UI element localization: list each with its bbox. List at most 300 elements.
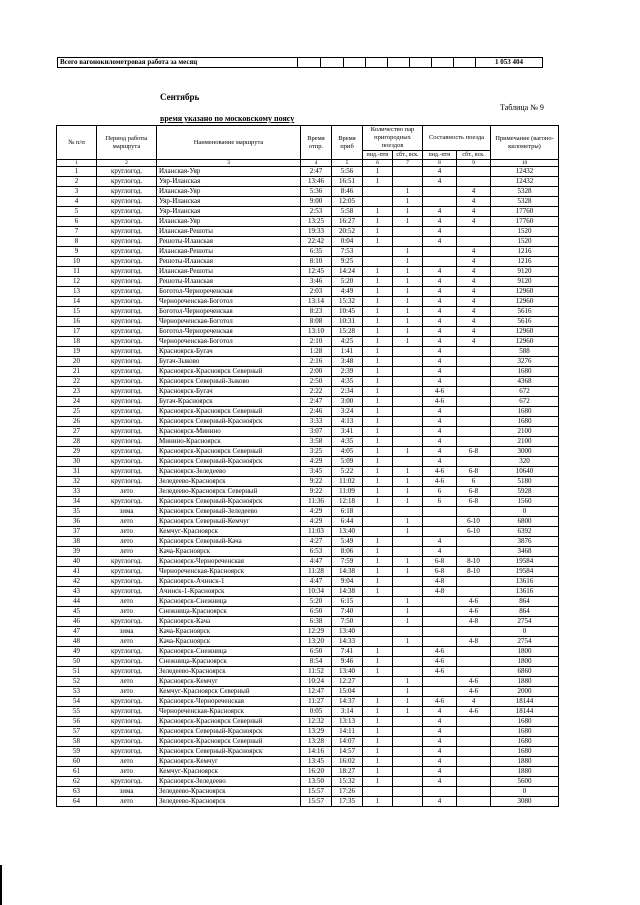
pairs-weekday: 1 <box>363 387 393 397</box>
arrival-time: 15:28 <box>332 327 363 337</box>
route-name: Кемчуг-Красноярск <box>157 527 301 537</box>
car-km-note: 2100 <box>491 427 559 437</box>
monthly-summary-table <box>57 57 543 68</box>
route-name: Красноярск-Бугач <box>157 387 301 397</box>
table-row <box>57 217 559 227</box>
composition-weekday: 4 <box>423 167 457 177</box>
composition-weekend <box>457 777 491 787</box>
route-period: лето <box>97 487 157 497</box>
departure-time: 11:03 <box>301 527 332 537</box>
table-row <box>57 607 559 617</box>
table-row <box>57 307 559 317</box>
car-km-note: 1880 <box>491 677 559 687</box>
arrival-time: 5:20 <box>332 277 363 287</box>
table-row <box>57 637 559 647</box>
composition-weekend <box>457 347 491 357</box>
pairs-weekday: 1 <box>363 227 393 237</box>
pairs-weekend <box>393 757 423 767</box>
route-period: круглогод. <box>97 177 157 187</box>
route-name: Снежница-Красноярск <box>157 657 301 667</box>
route-name: Красноярск Северный-Красноярск <box>157 417 301 427</box>
car-km-note: 3000 <box>491 447 559 457</box>
arrival-time: 10:31 <box>332 317 363 327</box>
route-name: Бугач-Зыково <box>157 357 301 367</box>
row-number: 44 <box>57 597 97 607</box>
row-number: 31 <box>57 467 97 477</box>
arrival-time: 14:11 <box>332 727 363 737</box>
composition-weekend: 4 <box>457 217 491 227</box>
car-km-note: 17760 <box>491 217 559 227</box>
composition-weekend <box>457 227 491 237</box>
table-row <box>57 407 559 417</box>
pairs-weekday: 1 <box>363 477 393 487</box>
row-number: 8 <box>57 237 97 247</box>
car-km-note: 18144 <box>491 707 559 717</box>
composition-weekend: 6-8 <box>457 447 491 457</box>
pairs-weekday: 1 <box>363 577 393 587</box>
arrival-time: 6:15 <box>332 597 363 607</box>
table-row <box>57 587 559 597</box>
table-row <box>57 717 559 727</box>
header-comp-weekday: пнд.-птн <box>423 151 457 160</box>
header-trains-weekend: сбт., вск. <box>393 151 423 160</box>
pairs-weekday <box>363 527 393 537</box>
pairs-weekend <box>393 417 423 427</box>
composition-weekend: 4-8 <box>457 637 491 647</box>
route-name: Минино-Красноярск <box>157 437 301 447</box>
route-period: круглогод. <box>97 777 157 787</box>
arrival-time: 7:50 <box>332 617 363 627</box>
route-name: Кача-Красноярск <box>157 637 301 647</box>
table-row <box>57 417 559 427</box>
composition-weekday: 4 <box>423 407 457 417</box>
arrival-time: 18:27 <box>332 767 363 777</box>
route-period: круглогод. <box>97 357 157 367</box>
route-period: круглогод. <box>97 257 157 267</box>
departure-time: 4:29 <box>301 457 332 467</box>
route-name: Зеледеево-Красноярск <box>157 477 301 487</box>
departure-time: 3:46 <box>301 277 332 287</box>
table-row <box>57 677 559 687</box>
pairs-weekday: 1 <box>363 437 393 447</box>
arrival-time: 9:04 <box>332 577 363 587</box>
departure-time: 4:47 <box>301 557 332 567</box>
pairs-weekend <box>393 167 423 177</box>
row-number: 28 <box>57 437 97 447</box>
car-km-note: 13616 <box>491 587 559 597</box>
route-period: круглогод. <box>97 377 157 387</box>
route-name: Красноярск-Бугач <box>157 347 301 357</box>
pairs-weekend <box>393 627 423 637</box>
row-number: 23 <box>57 387 97 397</box>
composition-weekday: 4 <box>423 207 457 217</box>
pairs-weekday: 1 <box>363 207 393 217</box>
arrival-time: 11:09 <box>332 487 363 497</box>
composition-weekend: 4-6 <box>457 607 491 617</box>
route-name: Красноярск Северный-Красноярск <box>157 497 301 507</box>
route-period: круглогод. <box>97 457 157 467</box>
table-row <box>57 427 559 437</box>
pairs-weekend <box>393 767 423 777</box>
car-km-note: 5616 <box>491 307 559 317</box>
composition-weekend: 4 <box>457 207 491 217</box>
route-name: Уяр-Иланская <box>157 197 301 207</box>
departure-time: 2:47 <box>301 167 332 177</box>
table-row <box>57 547 559 557</box>
departure-time: 10:34 <box>301 587 332 597</box>
route-period: круглогод. <box>97 727 157 737</box>
composition-weekend <box>457 457 491 467</box>
row-number: 53 <box>57 687 97 697</box>
summary-label: Всего вагонокилометровая работа за месяц <box>58 58 298 68</box>
row-number: 32 <box>57 477 97 487</box>
table-row <box>57 687 559 697</box>
route-period: круглогод. <box>97 217 157 227</box>
composition-weekday: 4 <box>423 427 457 437</box>
route-name: Красноярск-Красноярск Северный <box>157 407 301 417</box>
car-km-note: 864 <box>491 597 559 607</box>
route-name: Красноярск-Кемчуг <box>157 757 301 767</box>
route-name: Красноярск Северный-Красноярск <box>157 457 301 467</box>
composition-weekday <box>423 607 457 617</box>
arrival-time: 14:37 <box>332 697 363 707</box>
route-name: Красноярск-Красноярск Северный <box>157 367 301 377</box>
pairs-weekend <box>393 747 423 757</box>
composition-weekend: 4 <box>457 247 491 257</box>
row-number: 21 <box>57 367 97 377</box>
route-period: круглогод. <box>97 307 157 317</box>
route-period: круглогод. <box>97 497 157 507</box>
composition-weekday: 4-6 <box>423 667 457 677</box>
composition-weekend: 4 <box>457 337 491 347</box>
departure-time: 3:25 <box>301 447 332 457</box>
departure-time: 0:05 <box>301 707 332 717</box>
pairs-weekday: 1 <box>363 367 393 377</box>
pairs-weekday <box>363 787 393 797</box>
composition-weekday: 4 <box>423 707 457 717</box>
composition-weekday: 6 <box>423 487 457 497</box>
composition-weekday: 6-8 <box>423 557 457 567</box>
composition-weekday <box>423 527 457 537</box>
arrival-time: 6:44 <box>332 517 363 527</box>
pairs-weekend: 1 <box>393 597 423 607</box>
route-period: круглогод. <box>97 717 157 727</box>
composition-weekday: 4 <box>423 547 457 557</box>
departure-time: 2:47 <box>301 397 332 407</box>
table-row <box>57 537 559 547</box>
column-index: 9 <box>457 160 491 167</box>
route-period: круглогод. <box>97 247 157 257</box>
pairs-weekend <box>393 227 423 237</box>
composition-weekend <box>457 647 491 657</box>
row-number: 60 <box>57 757 97 767</box>
composition-weekday: 4 <box>423 447 457 457</box>
route-name: Кемчуг-Красноярск Северный <box>157 687 301 697</box>
composition-weekday: 4 <box>423 307 457 317</box>
composition-weekday: 4 <box>423 767 457 777</box>
route-name: Ачинск-1-Красноярск <box>157 587 301 597</box>
arrival-time: 14:24 <box>332 267 363 277</box>
row-number: 36 <box>57 517 97 527</box>
route-period: круглогод. <box>97 237 157 247</box>
row-number: 14 <box>57 297 97 307</box>
departure-time: 8:54 <box>301 657 332 667</box>
car-km-note: 1520 <box>491 237 559 247</box>
pairs-weekend: 1 <box>393 197 423 207</box>
row-number: 18 <box>57 337 97 347</box>
row-number: 38 <box>57 537 97 547</box>
car-km-note: 0 <box>491 787 559 797</box>
pairs-weekend <box>393 437 423 447</box>
summary-total: 1 053 404 <box>476 58 543 68</box>
composition-weekday: 4-8 <box>423 577 457 587</box>
pairs-weekend <box>393 177 423 187</box>
pairs-weekend: 1 <box>393 707 423 717</box>
column-index: 3 <box>157 160 301 167</box>
departure-time: 11:52 <box>301 667 332 677</box>
pairs-weekday: 1 <box>363 237 393 247</box>
departure-time: 13:46 <box>301 177 332 187</box>
row-number: 10 <box>57 257 97 267</box>
column-index: 5 <box>332 160 363 167</box>
pairs-weekday <box>363 247 393 257</box>
arrival-time: 13:40 <box>332 527 363 537</box>
table-row <box>57 557 559 567</box>
arrival-time: 5:56 <box>332 167 363 177</box>
table-row <box>57 377 559 387</box>
car-km-note: 12432 <box>491 167 559 177</box>
car-km-note: 672 <box>491 397 559 407</box>
route-name: Бугач-Красноярск <box>157 397 301 407</box>
row-number: 5 <box>57 207 97 217</box>
pairs-weekday: 1 <box>363 277 393 287</box>
arrival-time: 14:07 <box>332 737 363 747</box>
route-period: зима <box>97 787 157 797</box>
pairs-weekday: 1 <box>363 287 393 297</box>
route-period: круглогод. <box>97 167 157 177</box>
composition-weekend <box>457 417 491 427</box>
route-name: Решоты-Иланская <box>157 237 301 247</box>
header-departure: Время отпр. <box>301 126 332 160</box>
row-number: 20 <box>57 357 97 367</box>
departure-time: 15:57 <box>301 797 332 807</box>
departure-time: 3:07 <box>301 427 332 437</box>
composition-weekday: 6-8 <box>423 567 457 577</box>
arrival-time: 16:27 <box>332 217 363 227</box>
car-km-note: 4368 <box>491 377 559 387</box>
departure-time: 6:38 <box>301 617 332 627</box>
table-row <box>57 337 559 347</box>
composition-weekend <box>457 387 491 397</box>
route-name: Иланская-Уяр <box>157 217 301 227</box>
departure-time: 13:10 <box>301 327 332 337</box>
arrival-time: 3:24 <box>332 407 363 417</box>
table-row <box>57 737 559 747</box>
pairs-weekday: 1 <box>363 547 393 557</box>
table-row <box>57 177 559 187</box>
departure-time: 2:03 <box>301 287 332 297</box>
composition-weekday <box>423 197 457 207</box>
route-period: зима <box>97 507 157 517</box>
pairs-weekday: 1 <box>363 557 393 567</box>
scan-edge-mark <box>0 865 2 905</box>
car-km-note: 9120 <box>491 267 559 277</box>
car-km-note: 9120 <box>491 277 559 287</box>
row-number: 49 <box>57 647 97 657</box>
row-number: 22 <box>57 377 97 387</box>
composition-weekday: 4 <box>423 537 457 547</box>
departure-time: 12:45 <box>301 267 332 277</box>
pairs-weekend <box>393 507 423 517</box>
car-km-note: 3080 <box>491 797 559 807</box>
pairs-weekday: 1 <box>363 397 393 407</box>
route-period: лето <box>97 597 157 607</box>
composition-weekend: 4 <box>457 267 491 277</box>
composition-weekend <box>457 627 491 637</box>
composition-weekend: 4-6 <box>457 707 491 717</box>
arrival-time: 2:39 <box>332 367 363 377</box>
composition-weekend: 4 <box>457 307 491 317</box>
table-row <box>57 287 559 297</box>
arrival-time: 12:05 <box>332 197 363 207</box>
composition-weekend <box>457 237 491 247</box>
column-index: 8 <box>423 160 457 167</box>
pairs-weekend <box>393 787 423 797</box>
pairs-weekday: 1 <box>363 407 393 417</box>
pairs-weekday: 1 <box>363 537 393 547</box>
route-period: круглогод. <box>97 337 157 347</box>
composition-weekend <box>457 507 491 517</box>
departure-time: 9:22 <box>301 477 332 487</box>
pairs-weekday: 1 <box>363 317 393 327</box>
row-number: 15 <box>57 307 97 317</box>
composition-weekday: 4 <box>423 797 457 807</box>
composition-weekend: 6-10 <box>457 517 491 527</box>
route-period: круглогод. <box>97 697 157 707</box>
arrival-time: 16:02 <box>332 757 363 767</box>
composition-weekend: 6 <box>457 477 491 487</box>
car-km-note: 864 <box>491 607 559 617</box>
car-km-note: 19584 <box>491 557 559 567</box>
composition-weekend: 6-8 <box>457 497 491 507</box>
car-km-note: 5600 <box>491 777 559 787</box>
pairs-weekend <box>393 537 423 547</box>
row-number: 48 <box>57 637 97 647</box>
car-km-note: 18144 <box>491 697 559 707</box>
composition-weekday: 4 <box>423 337 457 347</box>
route-period: круглогод. <box>97 447 157 457</box>
arrival-time: 9:46 <box>332 657 363 667</box>
composition-weekend <box>457 657 491 667</box>
composition-weekday <box>423 597 457 607</box>
route-name: Кемчуг-Красноярск <box>157 767 301 777</box>
route-period: круглогод. <box>97 657 157 667</box>
pairs-weekday: 1 <box>363 467 393 477</box>
departure-time: 5:36 <box>301 187 332 197</box>
row-number: 64 <box>57 797 97 807</box>
composition-weekend <box>457 727 491 737</box>
pairs-weekday <box>363 187 393 197</box>
route-name: Красноярск-Минино <box>157 427 301 437</box>
route-period: лето <box>97 527 157 537</box>
departure-time: 11:28 <box>301 567 332 577</box>
car-km-note: 672 <box>491 387 559 397</box>
composition-weekday: 4 <box>423 357 457 367</box>
car-km-note: 12432 <box>491 177 559 187</box>
composition-weekend: 4 <box>457 327 491 337</box>
pairs-weekend: 1 <box>393 557 423 567</box>
route-period: круглогод. <box>97 707 157 717</box>
car-km-note: 2100 <box>491 437 559 447</box>
composition-weekday <box>423 517 457 527</box>
header-arrival: Время приб <box>332 126 363 160</box>
table-row <box>57 647 559 657</box>
pairs-weekday <box>363 607 393 617</box>
arrival-time: 7:41 <box>332 647 363 657</box>
pairs-weekday: 1 <box>363 357 393 367</box>
table-row <box>57 467 559 477</box>
pairs-weekend: 1 <box>393 307 423 317</box>
pairs-weekend: 1 <box>393 607 423 617</box>
composition-weekday: 4-6 <box>423 387 457 397</box>
pairs-weekday: 1 <box>363 487 393 497</box>
pairs-weekend <box>393 547 423 557</box>
route-period: лето <box>97 797 157 807</box>
table-row <box>57 297 559 307</box>
composition-weekend <box>457 357 491 367</box>
route-name: Решоты-Иланская <box>157 257 301 267</box>
departure-time: 2:53 <box>301 207 332 217</box>
departure-time: 16:20 <box>301 767 332 777</box>
car-km-note: 6392 <box>491 527 559 537</box>
route-period: круглогод. <box>97 207 157 217</box>
row-number: 55 <box>57 707 97 717</box>
table-row <box>57 517 559 527</box>
departure-time: 5:20 <box>301 597 332 607</box>
composition-weekday: 4 <box>423 377 457 387</box>
arrival-time: 4:25 <box>332 337 363 347</box>
composition-weekday: 4 <box>423 217 457 227</box>
arrival-time: 13:40 <box>332 667 363 677</box>
route-name: Красноярск Северный-Зеледеево <box>157 507 301 517</box>
arrival-time: 3:14 <box>332 707 363 717</box>
arrival-time: 15:32 <box>332 297 363 307</box>
row-number: 39 <box>57 547 97 557</box>
route-period: круглогод. <box>97 417 157 427</box>
car-km-note: 1680 <box>491 417 559 427</box>
route-name: Боготол-Чернореченская <box>157 287 301 297</box>
arrival-time: 12:18 <box>332 497 363 507</box>
departure-time: 12:29 <box>301 627 332 637</box>
table-row <box>57 747 559 757</box>
route-period: круглогод. <box>97 587 157 597</box>
row-number: 29 <box>57 447 97 457</box>
table-row <box>57 527 559 537</box>
arrival-time: 16:51 <box>332 177 363 187</box>
row-number: 24 <box>57 397 97 407</box>
pairs-weekend <box>393 667 423 677</box>
table-row <box>57 477 559 487</box>
car-km-note: 0 <box>491 507 559 517</box>
route-period: круглогод. <box>97 267 157 277</box>
table-row <box>57 317 559 327</box>
pairs-weekday: 1 <box>363 347 393 357</box>
pairs-weekday: 1 <box>363 337 393 347</box>
pairs-weekend: 1 <box>393 277 423 287</box>
table-row <box>57 257 559 267</box>
route-name: Зеледеево-Красноярск <box>157 787 301 797</box>
composition-weekend <box>457 367 491 377</box>
